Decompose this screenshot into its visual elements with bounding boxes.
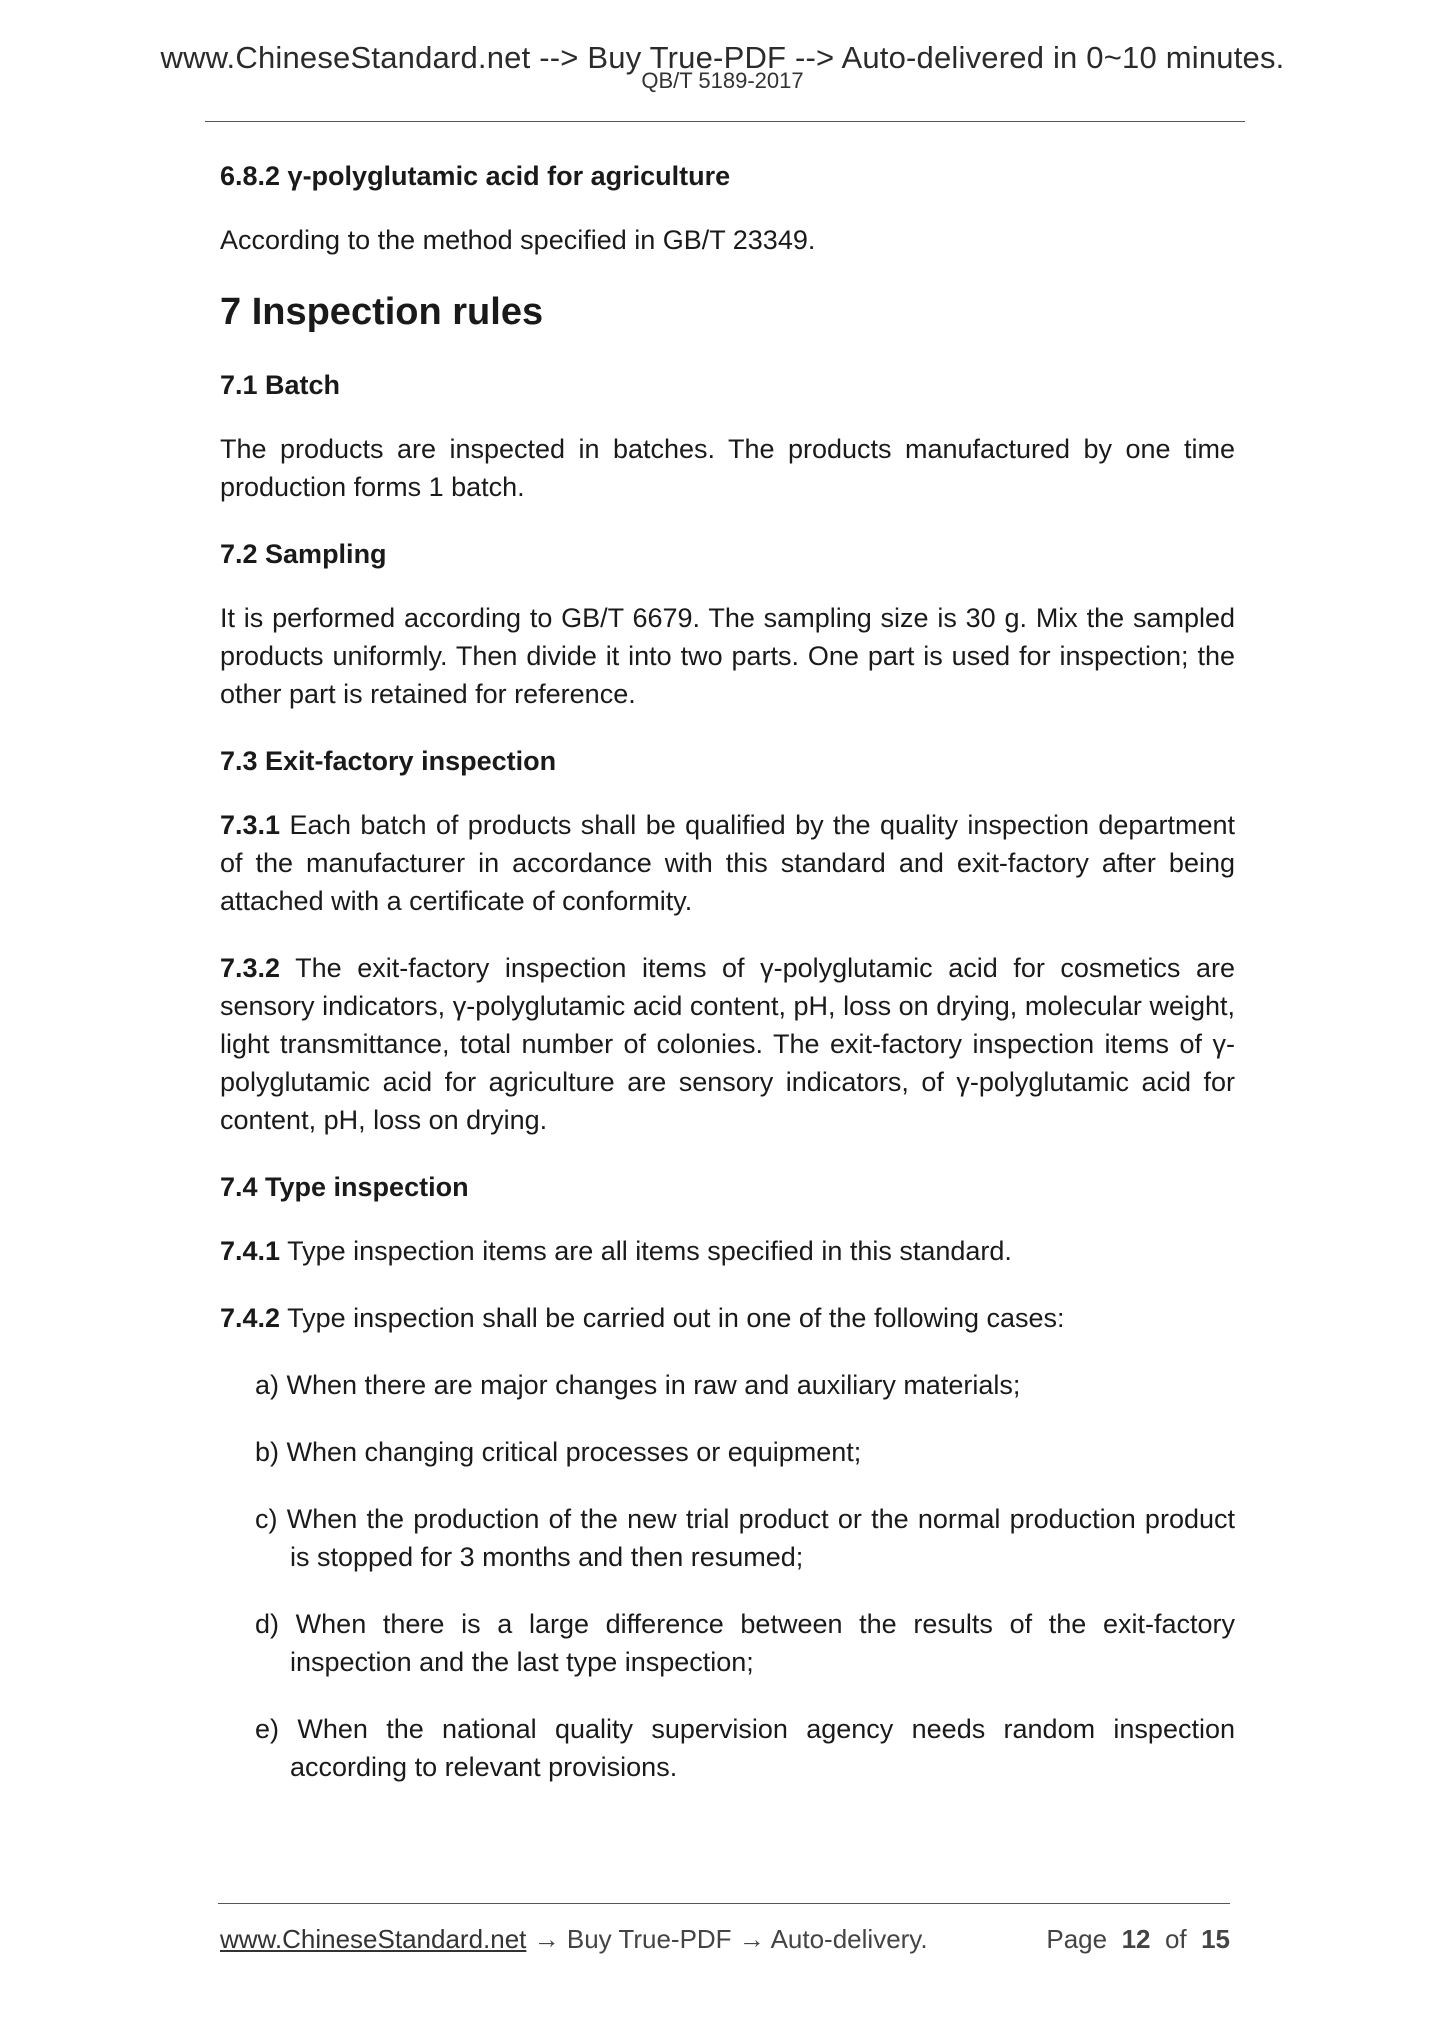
list-item: d) When there is a large difference between the results of the exit-factory inspection and the last type inspection; (255, 1609, 1235, 1677)
clause-number: 7.4.2 (220, 1303, 281, 1333)
clause-text: Each batch of products shall be qualified by the quality inspection department of the manufacturer in accordance with this standard and exit-factory after being attached with a certificate of conformity. (220, 810, 1235, 916)
clause-7-4-2 (220, 1299, 1235, 1337)
header-divider (205, 121, 1245, 122)
clause-7-4-1 (220, 1232, 1235, 1270)
list-item: b) When changing critical processes or equipment; (255, 1437, 862, 1467)
section-6-8-2-heading: 6.8.2 γ-polyglutamic acid for agriculture (220, 161, 731, 191)
section-7-4-heading: 7.4 Type inspection (220, 1172, 469, 1202)
list-item: e) When the national quality supervision agency needs random inspection according to relevant provisions. (255, 1714, 1235, 1782)
clause-number: 7.4.1 (220, 1236, 281, 1266)
clause-number: 7.3.2 (220, 953, 281, 983)
footer-tail-text: → Buy True-PDF → Auto-delivery. (526, 1924, 928, 1954)
page-indicator (1046, 1922, 1230, 1956)
section-7-2-text: It is performed according to GB/T 6679. The sampling size is 30 g. Mix the sampled products uniformly. Then divide it into two parts. One part is used for inspection; the other part is retained for reference. (220, 603, 1235, 709)
section-7-heading: 7 Inspection rules (220, 291, 544, 333)
clause-7-3-1 (220, 806, 1235, 920)
section-7-1-heading: 7.1 Batch (220, 370, 341, 400)
clause-number: 7.3.1 (220, 810, 281, 840)
page-of-label: of (1164, 1924, 1187, 1954)
list-item: a) When there are major changes in raw and auxiliary materials; (255, 1370, 1021, 1400)
section-7-3-heading: 7.3 Exit-factory inspection (220, 746, 557, 776)
clause-text: The exit-factory inspection items of γ-polyglutamic acid for cosmetics are sensory indicators, γ-polyglutamic acid content, pH, loss on drying, molecular weight, light transmittance, total number of colonies. The exit-factory inspection items of γ-polyglutamic acid for agriculture are sensory indicators, of γ-polyglutamic acid for content, pH, loss on drying. (220, 953, 1235, 1135)
footer-site-link[interactable]: www.ChineseStandard.net (220, 1924, 527, 1954)
clause-7-3-2 (220, 949, 1235, 1139)
page-header (0, 40, 1445, 92)
list-item: c) When the production of the new trial product or the normal production product is stopped for 3 months and then resumed; (255, 1504, 1235, 1572)
clause-text: Type inspection shall be carried out in one of the following cases: (280, 1303, 1065, 1333)
standard-code: QB/T 5189-2017 (641, 68, 804, 93)
footer-divider (218, 1903, 1230, 1904)
document-body (220, 157, 1235, 1815)
page-total: 15 (1201, 1924, 1230, 1954)
page-label: Page (1046, 1924, 1108, 1954)
section-6-8-2-text: According to the method specified in GB/T 23349. (220, 225, 816, 255)
footer-promo (220, 1922, 928, 1956)
header-banner: www.ChineseStandard.net --> Buy True-PDF --> Auto-delivered in 0~10 minutes. (160, 40, 1285, 75)
clause-text: Type inspection items are all items specified in this standard. (280, 1236, 1012, 1266)
page-current: 12 (1121, 1924, 1151, 1954)
section-7-2-heading: 7.2 Sampling (220, 539, 387, 569)
section-7-1-text: The products are inspected in batches. The products manufactured by one time production forms 1 batch. (220, 434, 1235, 502)
